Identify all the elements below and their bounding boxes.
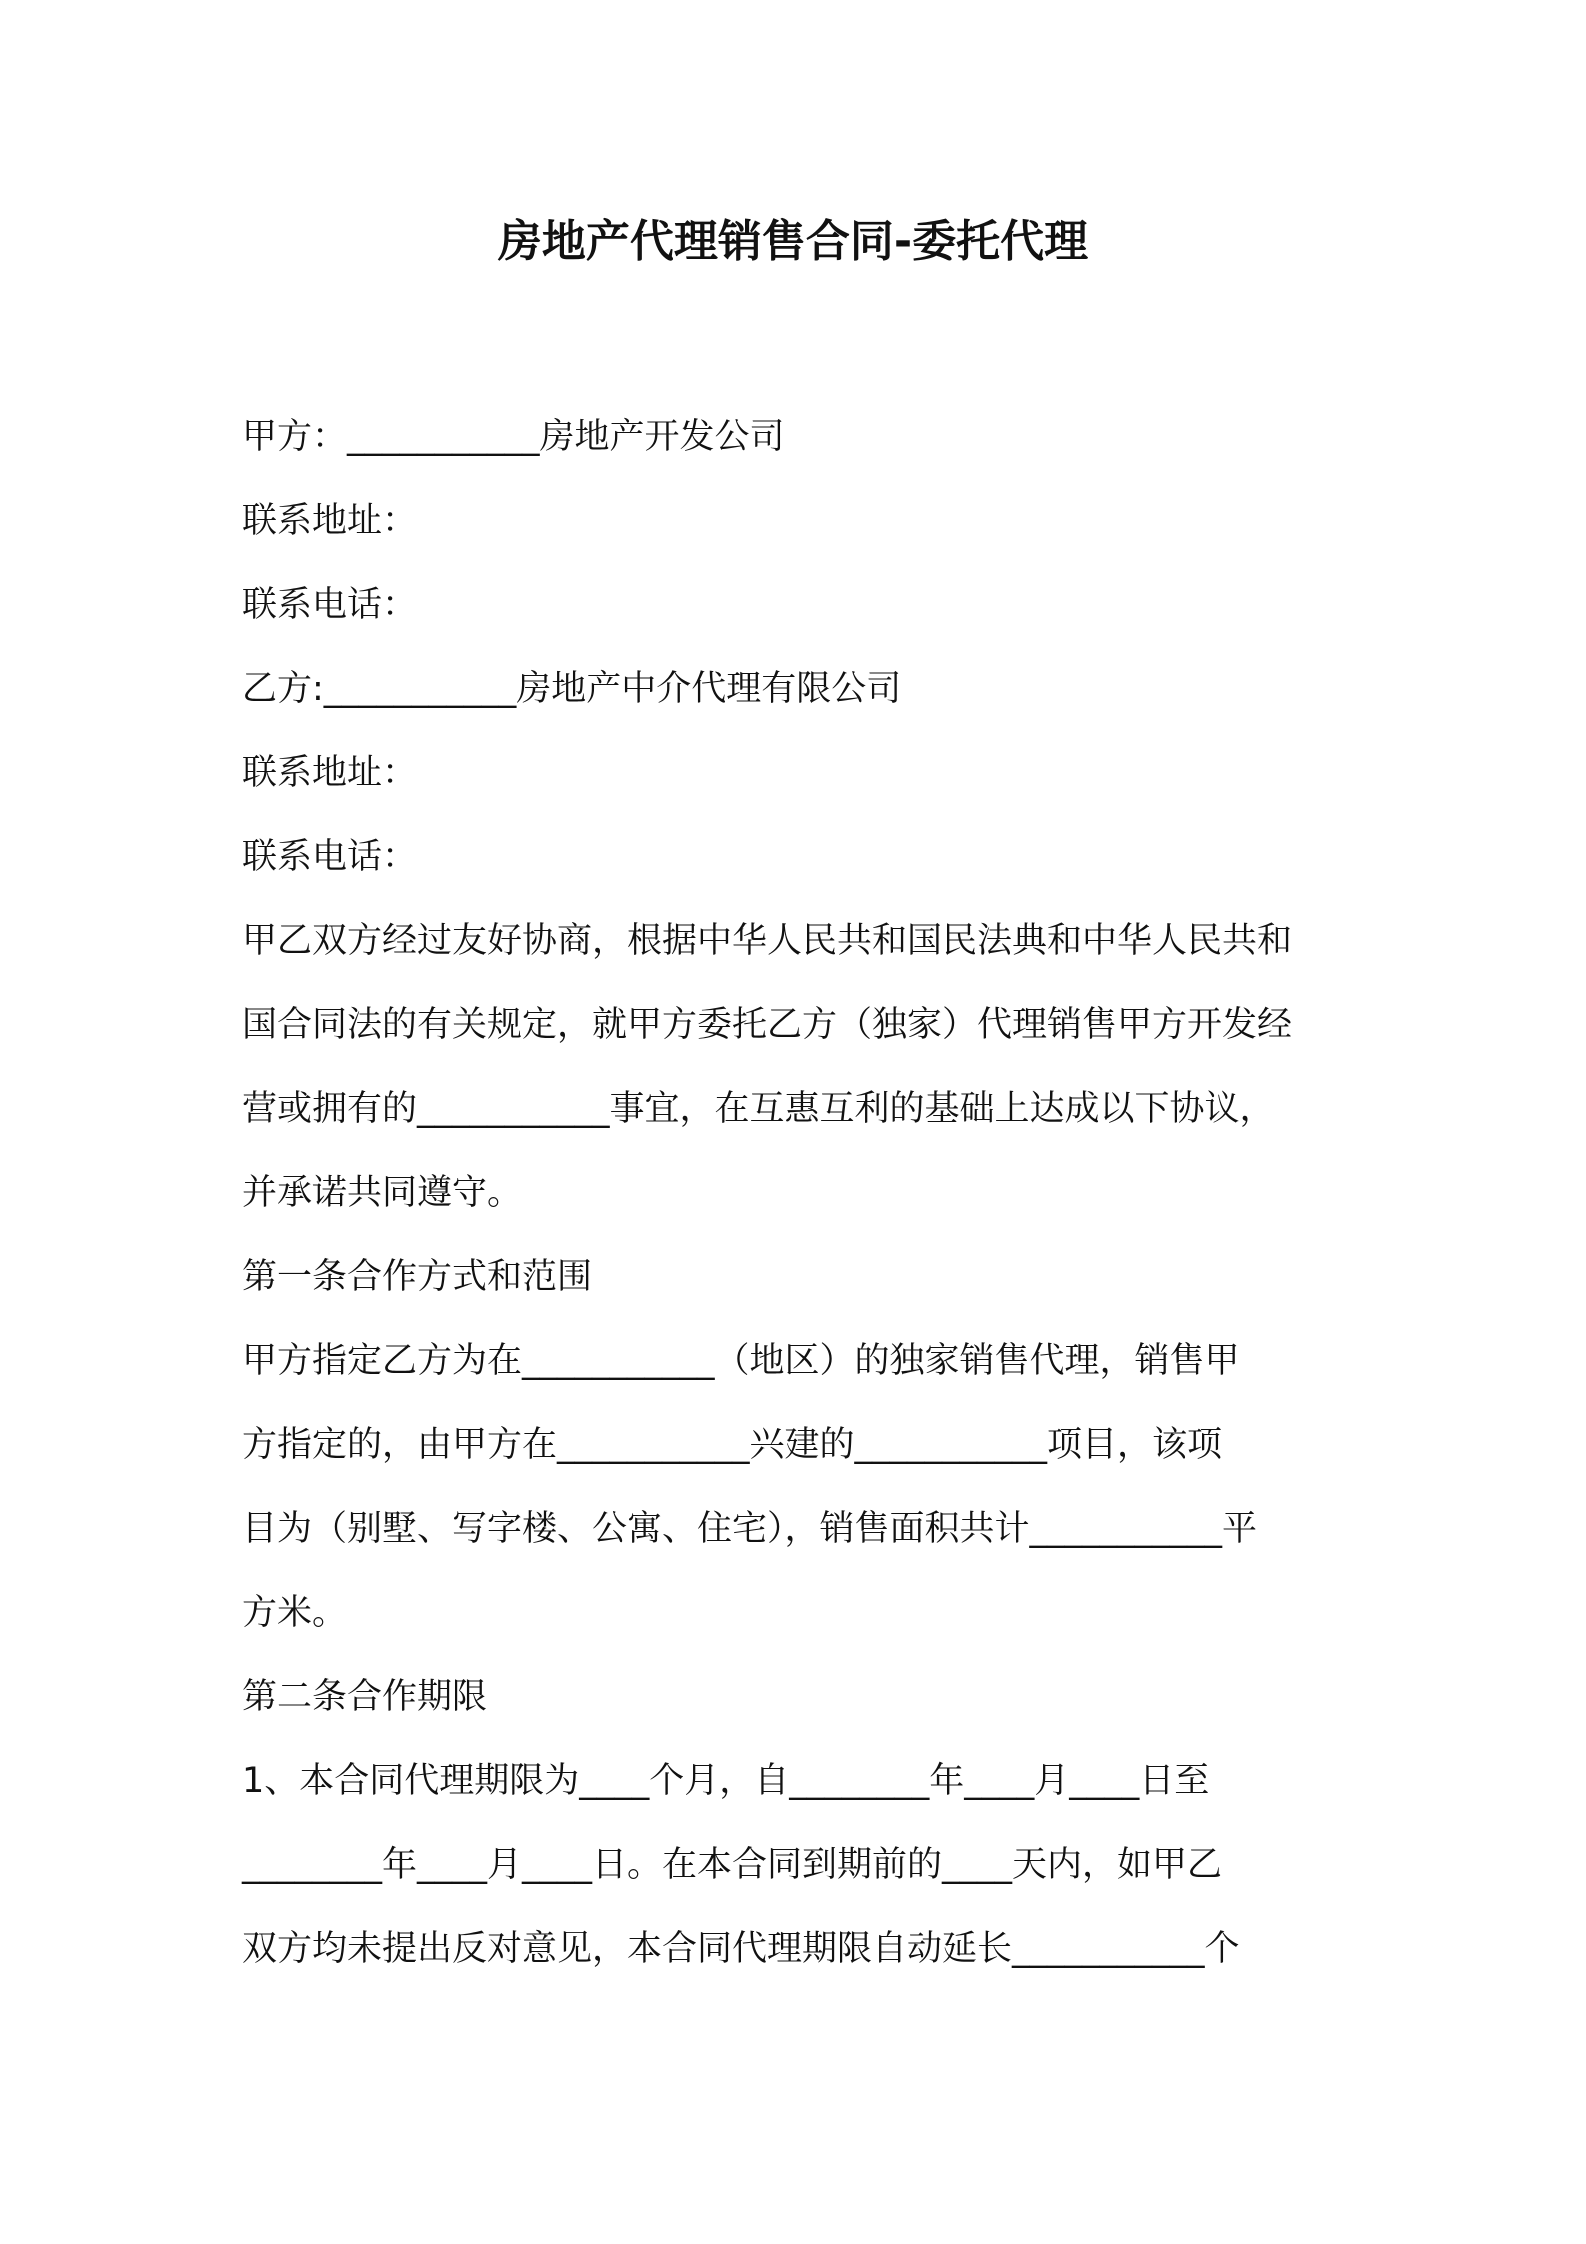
preamble-line: 国合同法的有关规定，就甲方委托乙方（独家）代理销售甲方开发经 <box>242 1005 1293 1045</box>
preamble-line: 并承诺共同遵守。 <box>242 1173 523 1213</box>
preamble-line: 甲乙双方经过友好协商，根据中华人民共和国民法典和中华人民共和 <box>242 921 1293 961</box>
article-1-line: 甲方指定乙方为在___________（地区）的独家销售代理，销售甲 <box>242 1341 1240 1381</box>
article-2-line: 双方均未提出反对意见，本合同代理期限自动延长___________个 <box>242 1929 1240 1969</box>
party-a-line: 甲方：___________房地产开发公司 <box>242 417 785 457</box>
party-a-address: 联系地址： <box>242 501 418 541</box>
article-2-heading: 第二条合作期限 <box>242 1677 488 1717</box>
preamble-line: 营或拥有的___________事宜，在互惠互利的基础上达成以下协议， <box>242 1089 1275 1129</box>
party-b-address: 联系地址： <box>242 753 418 793</box>
article-1-line: 目为（别墅、写字楼、公寓、住宅），销售面积共计___________平 <box>242 1509 1258 1549</box>
article-1-line: 方指定的，由甲方在___________兴建的___________项目，该项 <box>242 1425 1223 1465</box>
article-2-line: ________年____月____日。在本合同到期前的____天内，如甲乙 <box>242 1845 1223 1885</box>
document-title: 房地产代理销售合同-委托代理 <box>497 216 1089 267</box>
article-1-heading: 第一条合作方式和范围 <box>242 1257 593 1297</box>
party-b-line: 乙方:___________房地产中介代理有限公司 <box>242 669 902 709</box>
party-a-phone: 联系电话： <box>242 585 418 625</box>
article-1-line: 方米。 <box>242 1593 348 1633</box>
article-2-line: 1、本合同代理期限为____个月，自________年____月____日至 <box>242 1761 1210 1801</box>
party-b-phone: 联系电话： <box>242 837 418 877</box>
